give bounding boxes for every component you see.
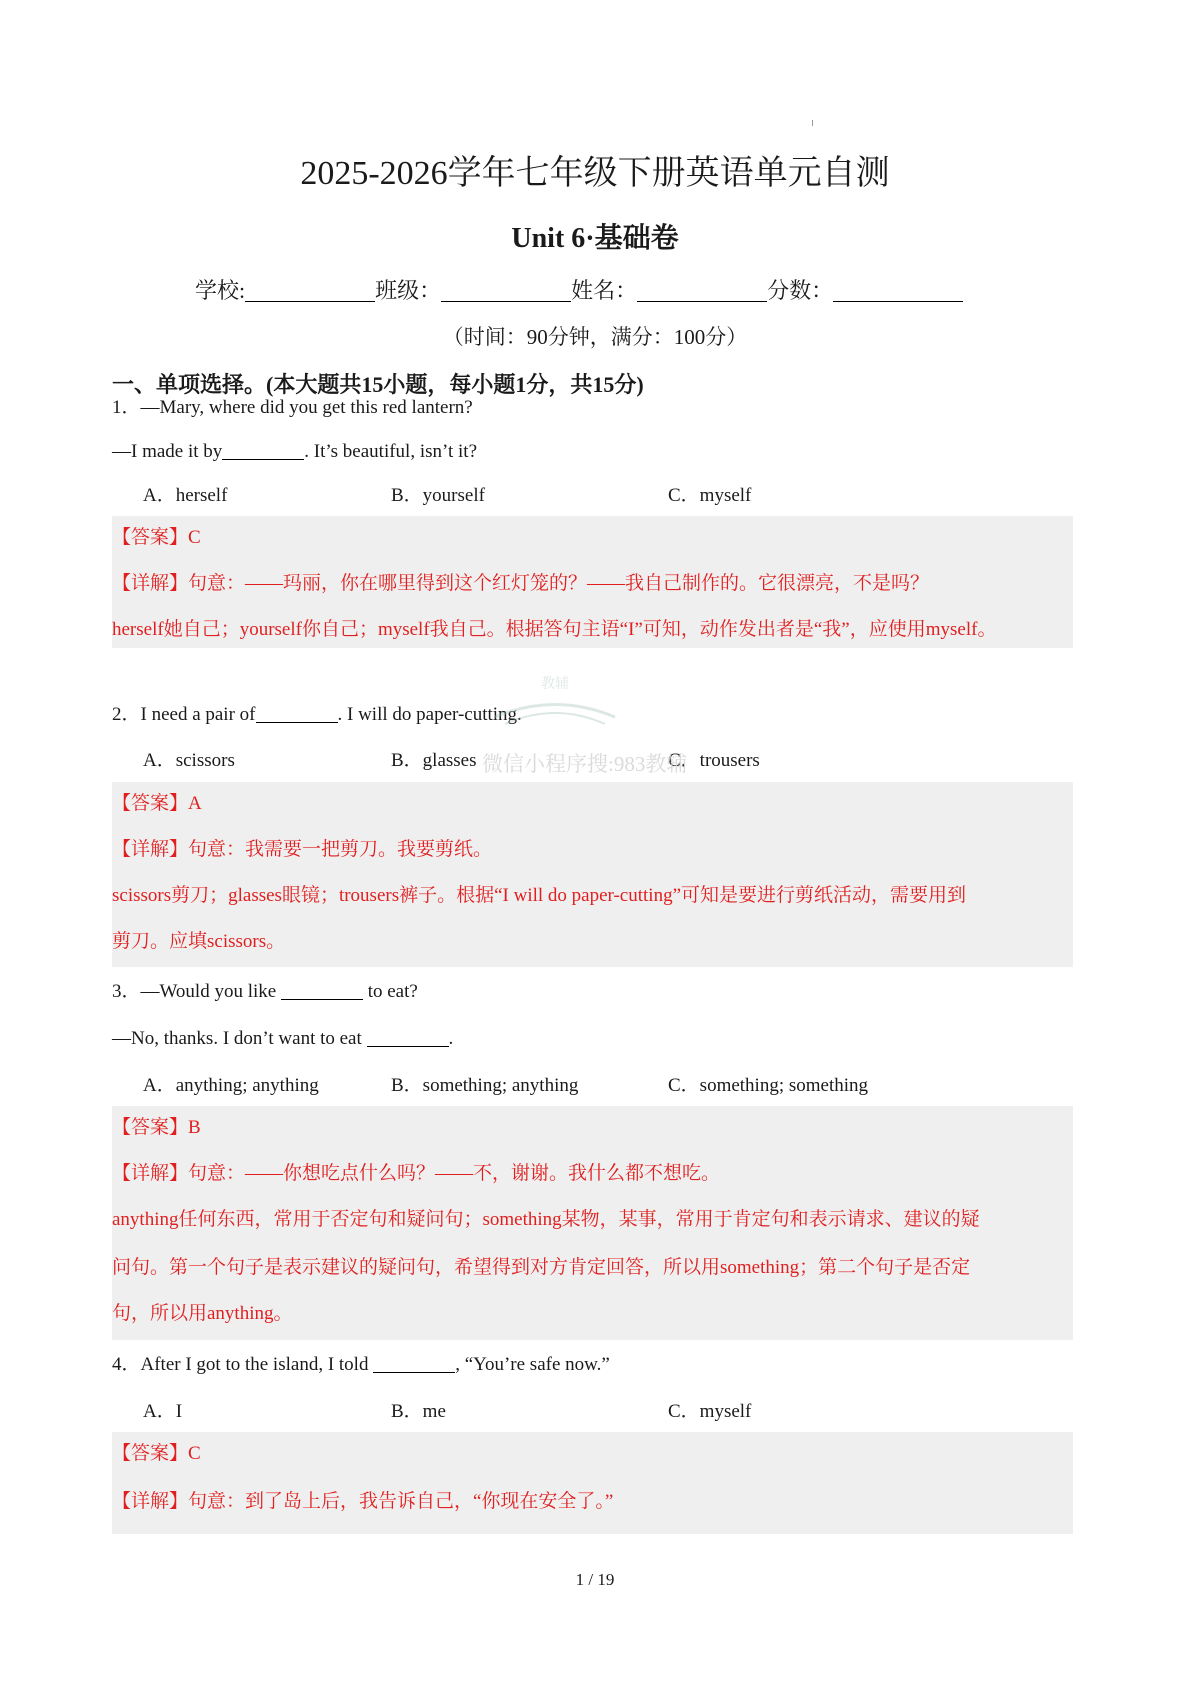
question-1-option-a: A．herself xyxy=(143,485,228,506)
answer-blank xyxy=(373,1354,455,1373)
page-subtitle: Unit 6·基础卷 xyxy=(511,223,679,254)
score-blank xyxy=(833,279,963,302)
answer-label: 【答案】C xyxy=(112,527,201,548)
watermark-text: 微信小程序搜:983教辅 xyxy=(482,752,688,776)
question-3-option-a: A．anything; anything xyxy=(143,1075,319,1096)
question-4-answer-box xyxy=(112,1432,1073,1534)
watermark-book-icon xyxy=(475,672,635,732)
answer-explanation: 问句。第一个句子是表示建议的疑问句，希望得到对方肯定回答，所以用something；第二个句子是否定 xyxy=(112,1257,971,1278)
answer-label: 【答案】B xyxy=(112,1117,201,1138)
question-4-option-c: C．myself xyxy=(668,1401,752,1422)
question-3-option-c: C．something; something xyxy=(668,1075,869,1096)
question-3-option-b: B．something; anything xyxy=(391,1075,579,1096)
answer-explanation: scissors剪刀；glasses眼镜；trousers裤子。根据“I will do paper-cutting”可知是要进行剪纸活动，需要用到 xyxy=(112,885,967,906)
question-2-option-b: B．glasses xyxy=(391,750,477,771)
answer-blank xyxy=(222,441,304,460)
name-blank xyxy=(637,279,767,302)
question-2-answer-box xyxy=(112,782,1073,967)
question-3-answer-box xyxy=(112,1106,1073,1340)
page-number: 1 / 19 xyxy=(575,1570,615,1589)
score-label: 分数： xyxy=(767,278,834,303)
answer-detail: 【详解】句意：到了岛上后，我告诉自己，“你现在安全了。” xyxy=(112,1491,614,1512)
answer-explanation: 剪刀。应填scissors。 xyxy=(112,931,286,952)
answer-detail: 【详解】句意：我需要一把剪刀。我要剪纸。 xyxy=(112,839,493,860)
page-tick-mark xyxy=(812,120,813,126)
page-title: 2025-2026学年七年级下册英语单元自测 xyxy=(300,155,890,192)
watermark-logo-text: 教辅 xyxy=(541,676,569,692)
answer-label: 【答案】C xyxy=(112,1443,201,1464)
question-1-reply: —I made it by . It’s beautiful, isn’t it? xyxy=(112,441,478,462)
question-4-stem: 4．After I got to the island, I told , “You’re safe now.” xyxy=(112,1354,610,1375)
question-1-option-b: B．yourself xyxy=(391,485,485,506)
answer-detail: 【详解】句意：——你想吃点什么吗？——不，谢谢。我什么都不想吃。 xyxy=(112,1163,721,1184)
question-1-stem: 1．—Mary, where did you get this red lantern? xyxy=(112,397,473,418)
question-2-option-a: A．scissors xyxy=(143,750,235,771)
question-3-reply: —No, thanks. I don’t want to eat . xyxy=(112,1028,454,1049)
question-4-option-a: A．I xyxy=(143,1401,183,1422)
question-1-answer-box xyxy=(112,516,1073,648)
answer-blank xyxy=(281,981,363,1000)
answer-explanation: herself她自己；yourself你自己；myself我自己。根据答句主语“I”可知，动作发出者是“我”，应使用myself。 xyxy=(112,619,997,640)
answer-label: 【答案】A xyxy=(112,793,202,814)
section-title: 一、单项选择。(本大题共15小题，每小题1分，共15分) xyxy=(112,372,644,397)
name-label: 姓名： xyxy=(571,278,638,303)
class-blank xyxy=(441,279,571,302)
school-blank xyxy=(245,279,375,302)
question-2-stem: 2．I need a pair of . I will do paper-cutting. xyxy=(112,704,522,725)
answer-blank xyxy=(367,1028,449,1047)
answer-detail: 【详解】句意：——玛丽，你在哪里得到这个红灯笼的？——我自己制作的。它很漂亮，不是吗？ xyxy=(112,573,930,594)
student-info-row xyxy=(195,276,963,306)
class-label: 班级： xyxy=(375,278,442,303)
answer-blank xyxy=(256,704,338,723)
answer-explanation: anything任何东西，常用于否定句和疑问句；something某物，某事，常用于肯定句和表示请求、建议的疑 xyxy=(112,1209,980,1230)
time-info: （时间：90分钟，满分：100分） xyxy=(442,325,748,349)
answer-explanation: 句，所以用anything。 xyxy=(112,1303,293,1324)
question-1-option-c: C．myself xyxy=(668,485,752,506)
question-3-stem: 3．—Would you like to eat? xyxy=(112,981,418,1002)
school-label: 学校: xyxy=(195,278,246,303)
question-4-option-b: B．me xyxy=(391,1401,446,1422)
question-2-option-c: C．trousers xyxy=(668,750,760,771)
